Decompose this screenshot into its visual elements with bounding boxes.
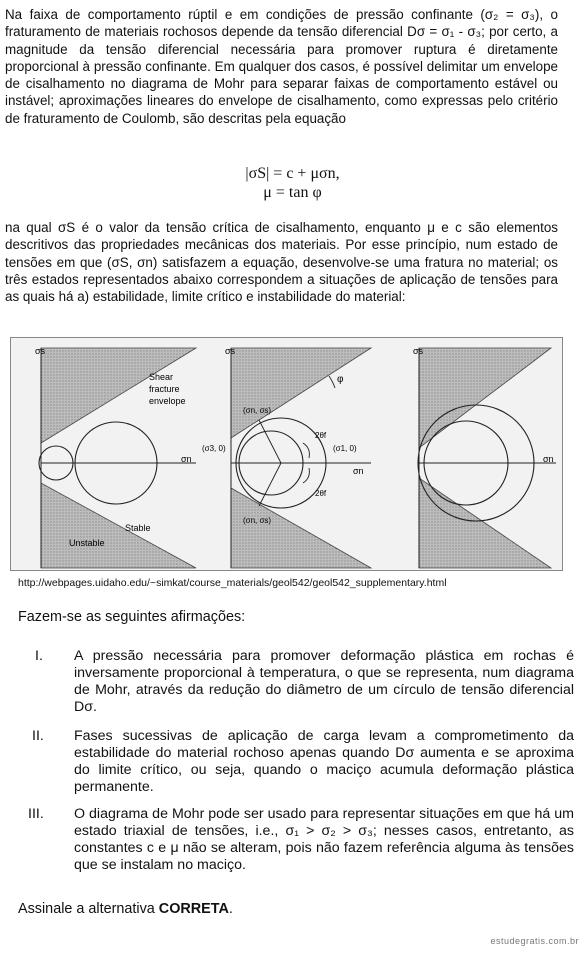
envelope-label-1: Shear	[149, 372, 174, 382]
phi-label: φ	[337, 374, 344, 385]
panel-stable	[35, 346, 196, 568]
panel3-y-axis-label: σs	[413, 346, 424, 356]
final-bold: CORRETA	[158, 901, 229, 917]
statement-number: III.	[28, 806, 44, 822]
angle-bottom-label: 2θf	[315, 489, 327, 498]
figure-source-caption: http://webpages.uidaho.edu/~simkat/course_materials/geol542/geol542_supplementary.html	[18, 577, 447, 589]
panel2-x-axis-label: σn	[353, 466, 364, 476]
statement-text: O diagrama de Mohr pode ser usado para representar situações em que há um estado triaxial de tensões, i.e., σ₁ > σ₂ > σ₃; nesses casos, entretanto, as constantes c e μ não se alteram, pois não fazem referência alguma às tensões que se instalam no maciço.	[74, 806, 574, 873]
watermark: estudegratis.com.br	[490, 936, 579, 946]
statements-lead: Fazem-se as seguintes afirmações:	[18, 609, 246, 625]
statement-text: A pressão necessária para promover deformação plástica em rochas é inversamente proporcional à temperatura, o que se representa, num diagrama de Mohr, através da redução do diâmetro de um círculo de tensão diferencial Dσ.	[74, 648, 574, 715]
statement-number: I.	[35, 648, 43, 664]
point-right-label: (σ1, 0)	[333, 444, 357, 453]
panel1-y-axis-label: σs	[35, 346, 46, 356]
point-top-label: (σn, σs)	[243, 406, 272, 415]
mohr-diagram-figure	[10, 337, 563, 571]
intro-paragraph: Na faixa de comportamento rúptil e em condições de pressão confinante (σ₂ = σ₃), o fraturamento de materiais rochosos depende da tensão diferencial Dσ = σ₁ - σ₃; por certo, a magnitude da tensão diferencial necessária para promover ruptura é diretamente proporcional à pressão confinante. Em qualquer dos casos, é possível delimitar um envelope de cisalhamento no diagrama de Mohr para separar faixas de comportamento estável ou instável; aproximações lineares do envelope de cisalhamento, como expressas pelo critério de fraturamento de Coulomb, são descritas pela equação	[5, 7, 558, 126]
final-suffix: .	[228, 901, 233, 917]
panel-critical	[202, 346, 371, 568]
stable-label: Stable	[125, 523, 151, 533]
envelope-label-2: fracture	[149, 384, 180, 394]
final-prefix: Assinale a alternativa	[18, 901, 159, 917]
angle-top-label: 2θf	[315, 431, 327, 440]
point-bottom-label: (σn, σs)	[243, 516, 272, 525]
panel1-x-axis-label: σn	[181, 454, 192, 464]
statement-text: Fases sucessivas de aplicação de carga levam a comprometimento da estabilidade do material rochoso apenas quando Dσ aumenta e se aproxima do limite crítico, ou seja, quando o maciço acumula deformação plástica permanente.	[74, 728, 574, 795]
point-left-label: (σ3, 0)	[202, 444, 226, 453]
unstable-label: Unstable	[69, 538, 105, 548]
final-instruction	[18, 901, 233, 917]
envelope-label-3: envelope	[149, 396, 186, 406]
equation-line-1: |σS| = c + μσn,	[245, 165, 340, 182]
panel2-y-axis-label: σs	[225, 346, 236, 356]
equation-line-2: μ = tan φ	[263, 184, 322, 201]
panel3-x-axis-label: σn	[543, 454, 554, 464]
panel-unstable	[413, 346, 556, 568]
second-paragraph: na qual σS é o valor da tensão crítica de cisalhamento, enquanto μ e c são elementos descritivos das propriedades mecânicas dos materiais. Por esse princípio, num estado de tensões em que (σS, σn) satisfazem a equação, desenvolve-se uma fratura no material; os três estados representados abaixo correspondem a situações de aplicação de tensões para as quais há a) estabilidade, limite crítico e instabilidade do material:	[5, 220, 558, 305]
statement-number: II.	[32, 728, 44, 744]
